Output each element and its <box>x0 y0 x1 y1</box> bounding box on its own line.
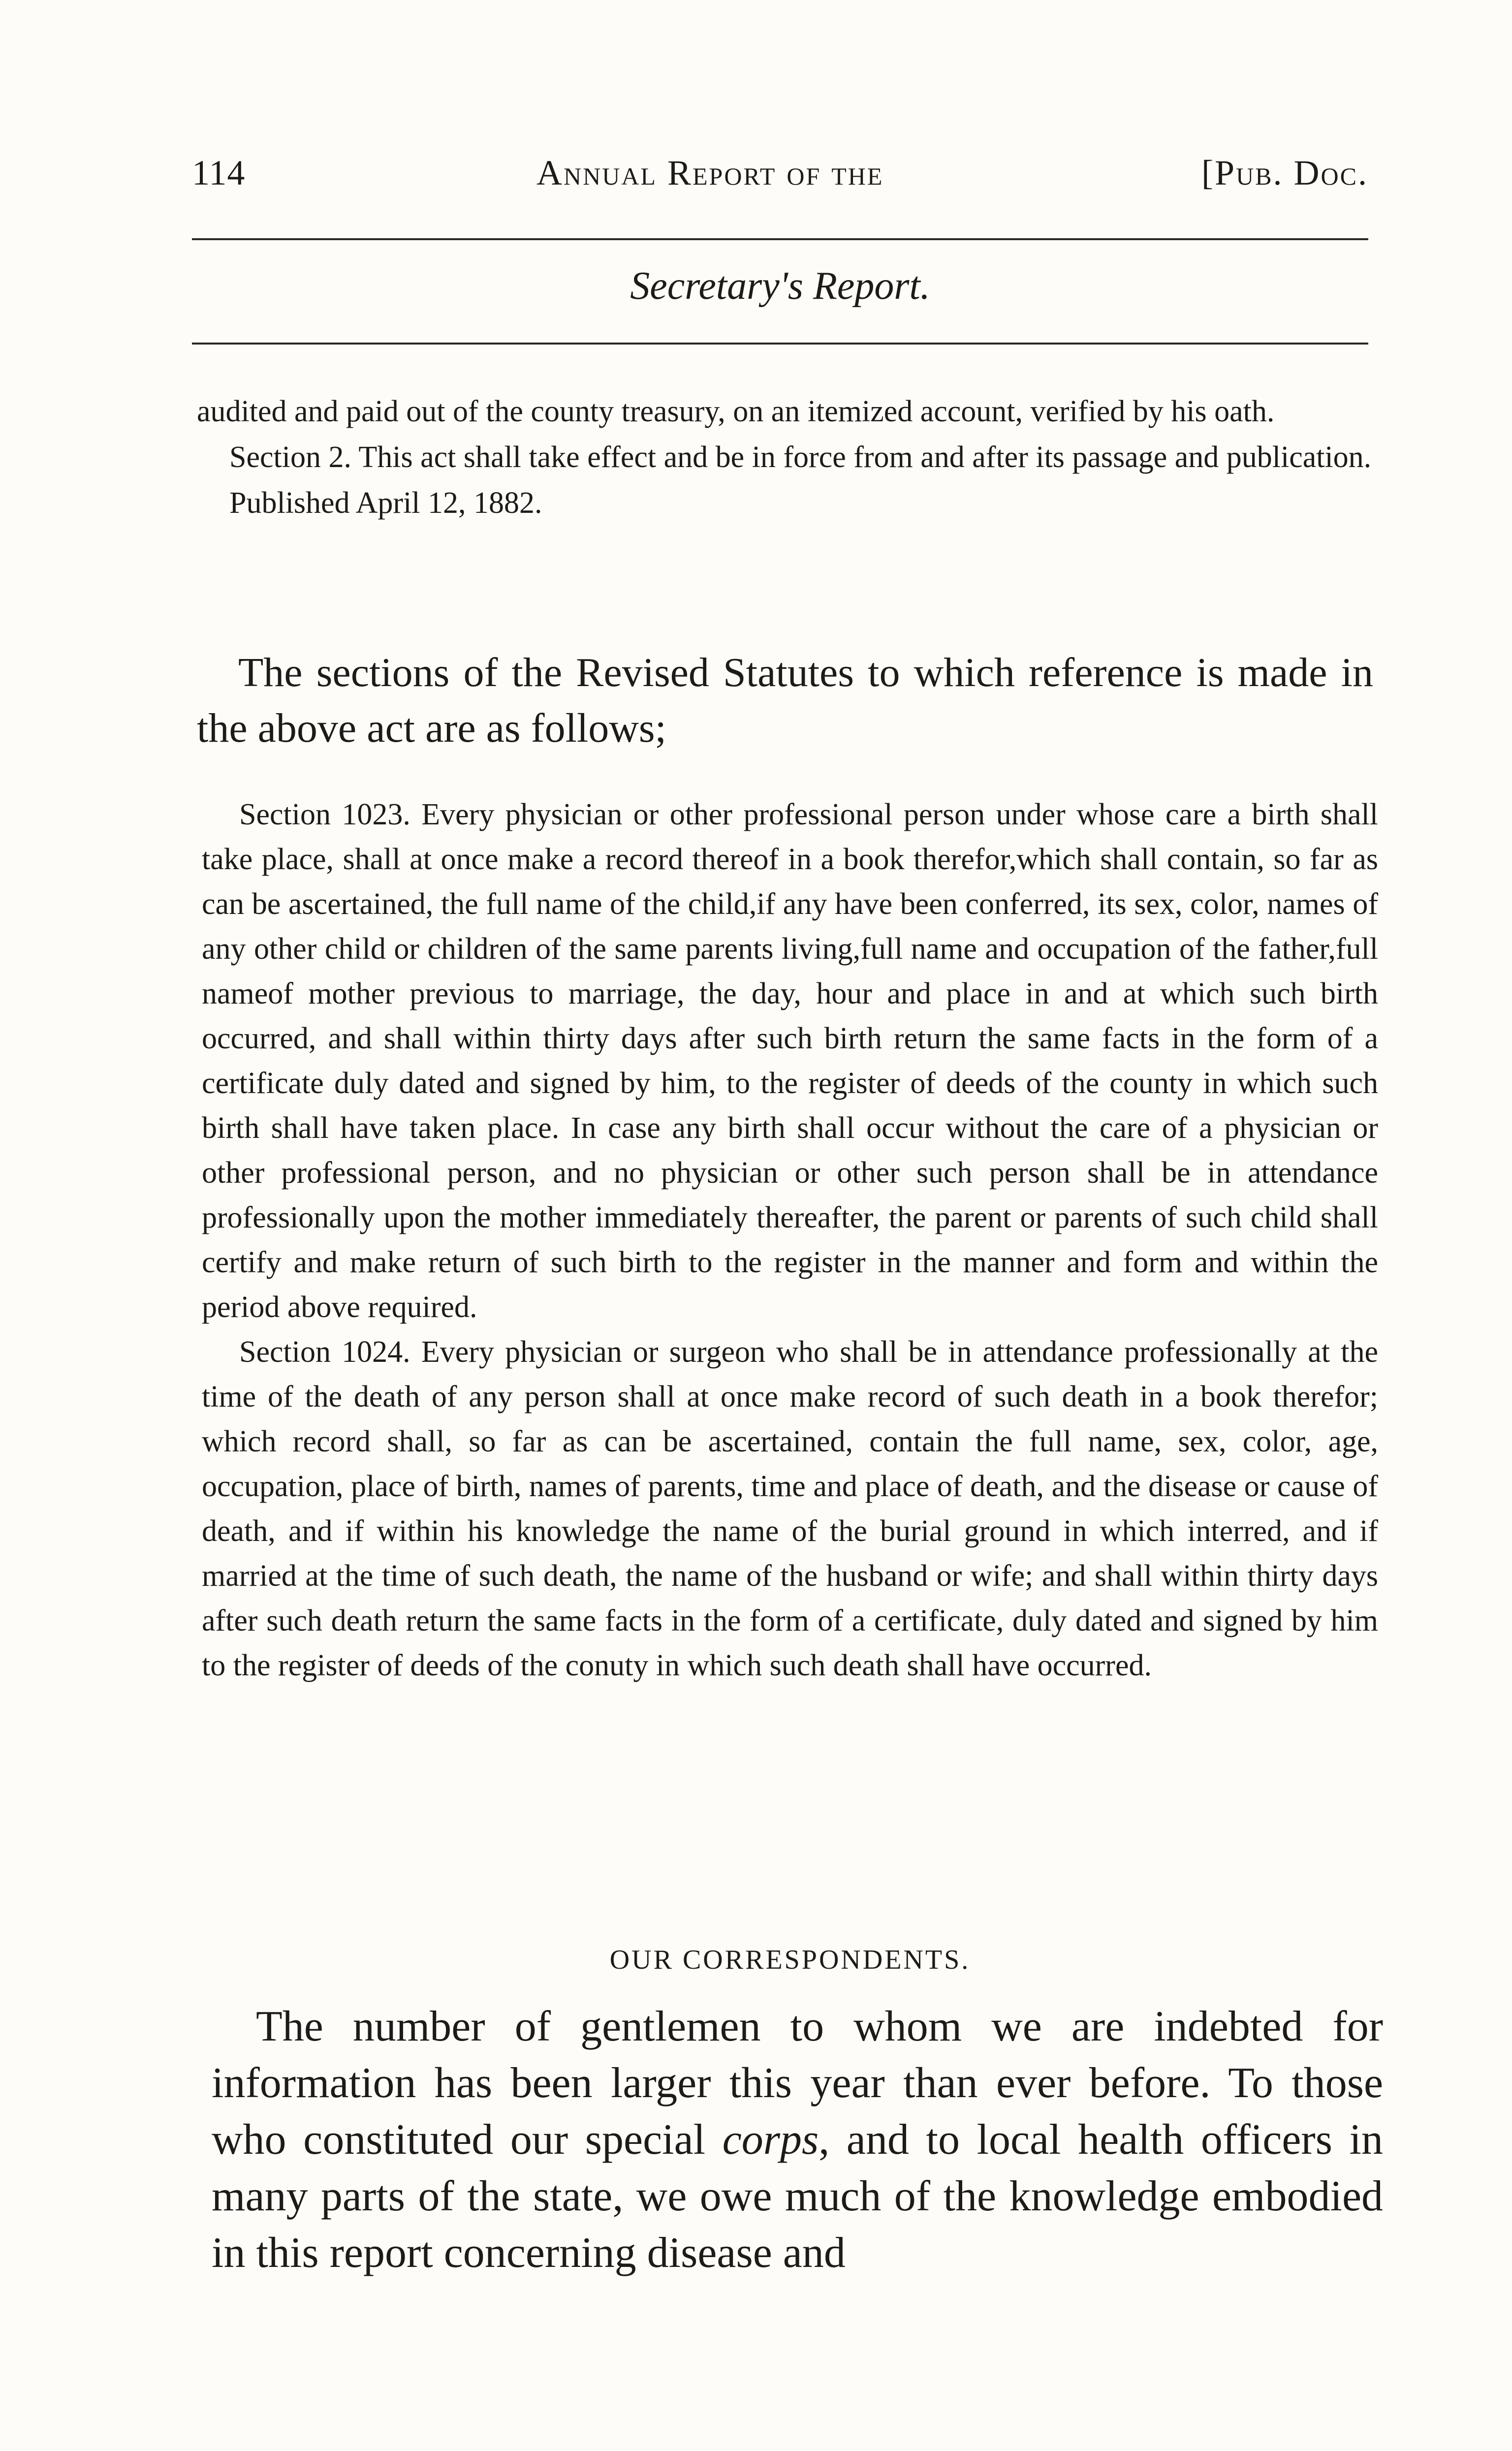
statutes-block <box>202 792 1378 1688</box>
corps-italic: corps <box>722 2116 819 2164</box>
correspondents-text-end: , and to local health officers in many parts of the state, we owe much of the knowledge embodied in this report concerning disease and <box>212 2116 1384 2277</box>
section-1023-paragraph: Section 1023. Every physician or other professional person under whose care a birth shall take place, shall at once make a record thereof in a book therefor,which shall contain, so far as can be ascertained, the full name of the child,if any have been conferred, its sex, color, names of any other child or children of the same parents living,full name and occupation of the father,full nameof mother previous to marriage, the day, hour and place in and at which such birth occurred, and shall within thirty days after such birth return the same facts in the form of a certificate duly dated and signed by him, to the register of deeds of the county in which such birth shall have taken place. In case any birth shall occur without the care of a physician or other professional person, and no physician or other such person shall be in attendance professionally upon the mother immediately thereafter, the parent or parents of such child shall certify and make return of such birth to the register in the manner and form and within the period above required. <box>202 798 1378 1324</box>
correspondents-paragraph <box>212 1998 1383 2281</box>
correspondents-text-start: The number of gentlemen to whom we are indebted for information has been larger this year than ever before. To those who constituted our special <box>212 2003 1383 2164</box>
document-label: [Pub. Doc. <box>1201 153 1368 192</box>
page-number: 114 <box>192 153 246 192</box>
section-1024-paragraph: Section 1024. Every physician or surgeon who shall be in attendance professionally at the time of the death of any person shall at once make record of such death in a book therefor; which record shall, so far as can be ascertained, contain the full name, sex, color, age, occupation, place of birth, names of parents, time and place of death, and the disease or cause of death, and if within his knowledge the name of the burial ground in which interred, and if married at the time of such death, the name of the husband or wife; and shall within thirty days after such death return the same facts in the form of a certificate, duly dated and signed by him to the register of deeds of the conuty in which such death shall have occurred. <box>202 1335 1378 1682</box>
act-continuation-block <box>197 389 1373 526</box>
continuation-paragraph: audited and paid out of the county treasury, on an itemized account, verified by his oath. <box>197 395 1275 428</box>
statutes-intro <box>197 645 1373 756</box>
bottom-rule <box>192 343 1368 345</box>
correspondents-heading: OUR CORRESPONDENTS. <box>609 1945 971 1975</box>
correspondents-block <box>212 1998 1383 2281</box>
running-header <box>192 143 1368 197</box>
intro-paragraph: The sections of the Revised Statutes to which reference is made in the above act are as follows; <box>197 650 1373 751</box>
section-2-paragraph: Section 2. This act shall take effect and be in force from and after its passage and publication. <box>229 440 1372 474</box>
section-title: Secretary's Report. <box>630 264 930 308</box>
publication-date: Published April 12, 1882. <box>229 486 542 520</box>
running-title: Annual Report of the <box>536 153 884 192</box>
top-rule <box>192 238 1368 240</box>
